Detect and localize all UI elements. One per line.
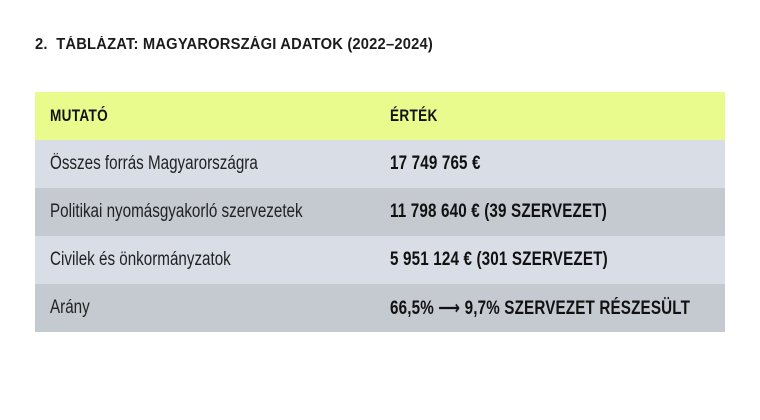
table-row: [35, 188, 725, 236]
row-value-cell: [390, 153, 725, 175]
row-label: Arány: [50, 297, 90, 318]
column-header-ertek: ÉRTÉK: [390, 106, 438, 125]
row-label-cell: [35, 201, 390, 223]
row-label-cell: [35, 297, 390, 319]
row-label-cell: [35, 153, 390, 175]
table-row: [35, 140, 725, 188]
header-cell-indicator: [35, 106, 390, 126]
column-header-mutato: MUTATÓ: [50, 106, 109, 125]
row-value-cell: [390, 249, 725, 271]
row-value: 11 798 640 € (39 SZERVEZET): [390, 201, 607, 222]
header-cell-value: [390, 106, 725, 126]
row-label: Politikai nyomásgyakorló szervezetek: [50, 201, 303, 222]
row-label-cell: [35, 249, 390, 271]
table-header-row: [35, 92, 725, 140]
row-value: 66,5% ⟶ 9,7% SZERVEZET RÉSZESÜLT: [390, 297, 691, 319]
table-row: [35, 236, 725, 284]
data-table: [35, 92, 725, 332]
row-label: Civilek és önkormányzatok: [50, 249, 231, 270]
row-value-cell: [390, 201, 725, 223]
row-label: Összes forrás Magyarországra: [50, 153, 258, 174]
table-row: [35, 284, 725, 332]
row-value: 17 749 765 €: [390, 153, 481, 174]
row-value-cell: [390, 297, 760, 320]
table-caption: [35, 36, 454, 54]
table-caption-text: 2. TÁBLÁZAT: MAGYARORSZÁGI ADATOK (2022–2024): [35, 36, 433, 53]
row-value: 5 951 124 € (301 SZERVEZET): [390, 249, 608, 270]
